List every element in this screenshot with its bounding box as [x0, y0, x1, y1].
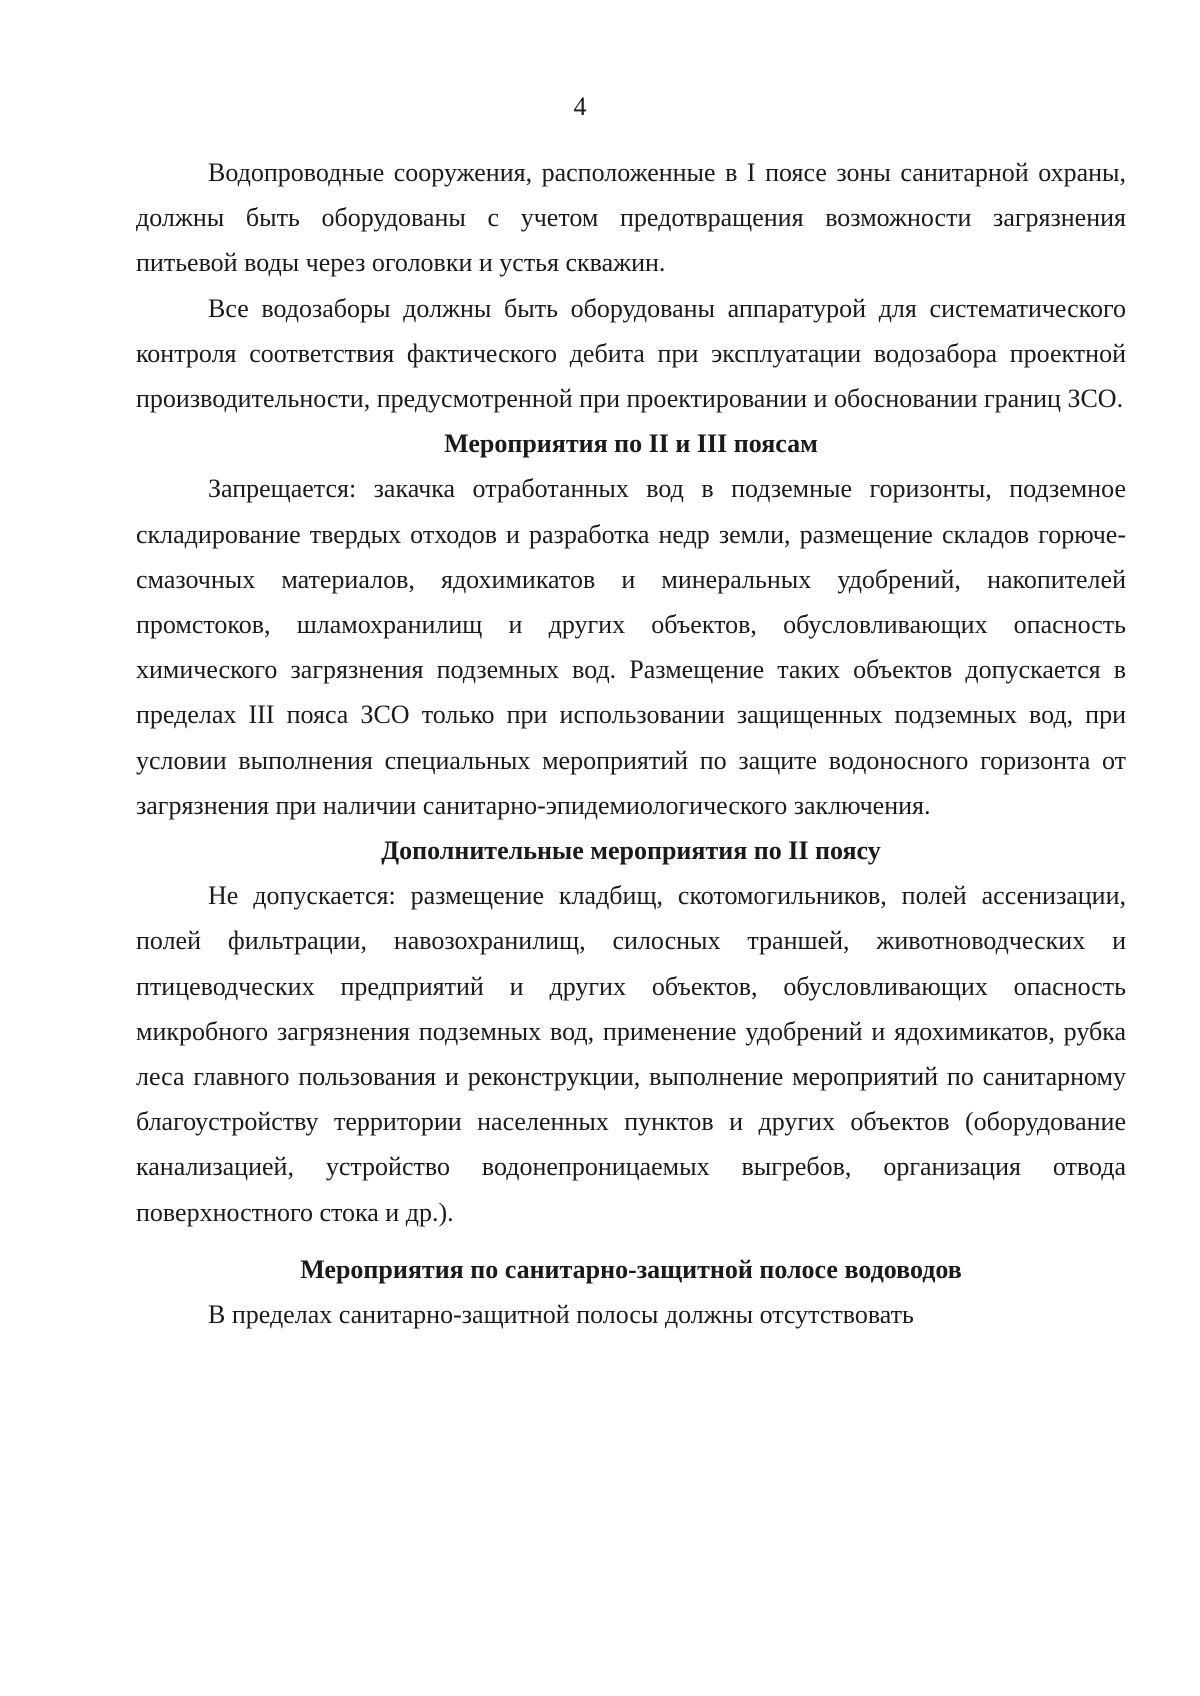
heading-sanitary-strip: Мероприятия по санитарно-защитной полосе водоводов — [300, 1254, 962, 1284]
paragraph-water-intakes: Все водозаборы должны быть оборудованы аппаратурой для систематического контроля соответствия фактического дебита при эксплуатации водозабора проектной производительности, предусмотренной при проектировании и обосновании границ ЗСО. — [136, 293, 1126, 414]
heading-zone-2-additional: Дополнительные мероприятия по II поясу — [381, 836, 881, 866]
paragraph-prohibited: Запрещается: закачка отработанных вод в подземные горизонты, подземное складирование твердых отходов и разработка недр земли, размещение складов горюче-смазочных материалов, ядохимикатов и минеральных удобрений, накопителей промстоков, шламохранилищ и других объектов, обусловливающих опасность химического загрязнения подземных вод. Размещение таких объектов допускается в пределах III пояса ЗСО только при использовании защищенных подземных вод, при условии выполнения специальных мероприятий по защите водоносного горизонта от загрязнения при наличии санитарно-эпидемиологического заключения. — [136, 474, 1126, 820]
paragraph-water-facilities: Водопроводные сооружения, расположенные в I поясе зоны санитарной охраны, должны быть оборудованы с учетом предотвращения возможности загрязнения питьевой воды через оголовки и устья скважин. — [136, 158, 1126, 278]
page-number: 4 — [573, 92, 587, 121]
paragraph-sanitary-strip: В пределах санитарно-защитной полосы должны отсутствовать — [208, 1300, 914, 1330]
document-body — [136, 150, 1126, 1337]
paragraph-not-allowed: Не допускается: размещение кладбищ, скотомогильников, полей ассенизации, полей фильтрации, навозохранилищ, силосных траншей, животноводческих и птицеводческих предприятий и других объектов, обусловливающих опасность микробного загрязнения подземных вод, применение удобрений и ядохимикатов, рубка леса главного пользования и реконструкции, выполнение мероприятий по санитарному благоустройству территории населенных пунктов и других объектов (оборудование канализацией, устройство водонепроницаемых выгребов, организация отвода поверхностного стока и др.). — [136, 881, 1126, 1227]
heading-zones-2-3: Мероприятия по II и III поясам — [444, 429, 818, 459]
